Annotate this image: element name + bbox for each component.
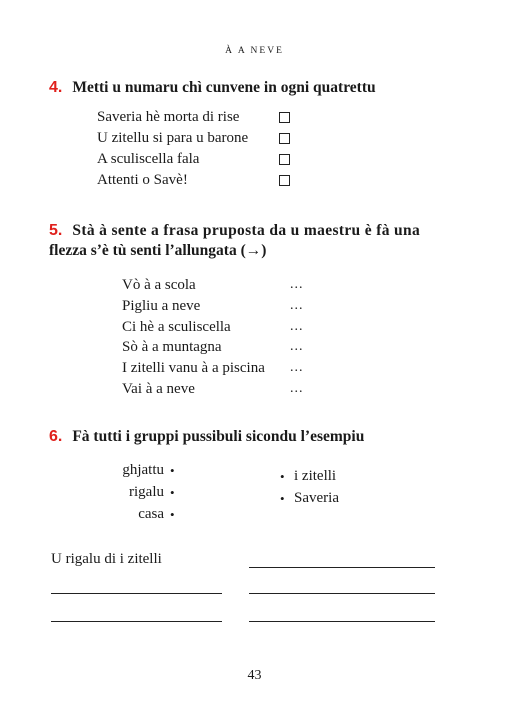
q6-right-word: i zitelli <box>294 468 337 484</box>
question-4-text: Metti u numaru chì cunvene in ogni quatrettu <box>72 79 376 96</box>
q6-left-word: rigalu <box>129 484 164 500</box>
question-5-text-line-1: Stà à sente a frasa pruposta da u maestru è fà una <box>72 222 421 239</box>
running-header: À A NEVE <box>225 46 284 56</box>
q6-right-bullet[interactable]: • <box>280 469 285 484</box>
q6-right-bullet[interactable]: • <box>280 491 285 506</box>
answer-line[interactable] <box>249 621 435 622</box>
answer-line[interactable] <box>249 567 435 568</box>
q5-answer-dots[interactable]: ... <box>290 298 304 313</box>
q4-item: Saveria hè morta di rise <box>97 109 240 125</box>
answer-line[interactable] <box>51 621 222 622</box>
q4-item: U zitellu si para u barone <box>97 130 249 146</box>
q5-answer-dots[interactable]: ... <box>290 360 304 375</box>
q6-left-word: casa <box>138 506 164 522</box>
answer-line[interactable] <box>51 593 222 594</box>
page-number: 43 <box>247 668 262 683</box>
q5-item: Vai à a neve <box>122 381 195 397</box>
q5-item: Sò à a muntagna <box>122 339 222 355</box>
question-5-text-line-2: flezza s’è tù senti l’allungata (→) <box>49 242 267 259</box>
q4-answer-box[interactable] <box>279 154 290 165</box>
question-6-number: 6. <box>49 428 63 445</box>
q6-left-bullet[interactable]: • <box>170 507 175 522</box>
question-6-text: Fà tutti i gruppi pussibuli sicondu l’esempiu <box>72 428 365 445</box>
q6-left-bullet[interactable]: • <box>170 485 175 500</box>
q6-example-answer: U rigalu di i zitelli <box>51 551 162 567</box>
q6-right-word: Saveria <box>294 490 339 506</box>
q5-answer-dots[interactable]: ... <box>290 381 304 396</box>
q5-answer-dots[interactable]: ... <box>290 277 304 292</box>
q5-item: Pigliu a neve <box>122 298 201 314</box>
q4-item: A sculiscella fala <box>97 151 200 167</box>
q5-item: I zitelli vanu à a piscina <box>122 360 265 376</box>
question-5-number: 5. <box>49 222 63 239</box>
q4-answer-box[interactable] <box>279 112 290 123</box>
q6-left-word: ghjattu <box>122 462 164 478</box>
q5-answer-dots[interactable]: ... <box>290 339 304 354</box>
q4-answer-box[interactable] <box>279 175 290 186</box>
q5-item: Vò à a scola <box>122 277 196 293</box>
q4-item: Attenti o Savè! <box>97 172 188 188</box>
q5-item: Ci hè a sculiscella <box>122 319 231 335</box>
q5-answer-dots[interactable]: ... <box>290 319 304 334</box>
question-4-number: 4. <box>49 79 63 96</box>
question-6-heading <box>49 428 364 446</box>
answer-line[interactable] <box>249 593 435 594</box>
q4-answer-box[interactable] <box>279 133 290 144</box>
question-5-heading <box>49 222 420 240</box>
question-4-heading <box>49 79 376 97</box>
q6-left-bullet[interactable]: • <box>170 463 175 478</box>
